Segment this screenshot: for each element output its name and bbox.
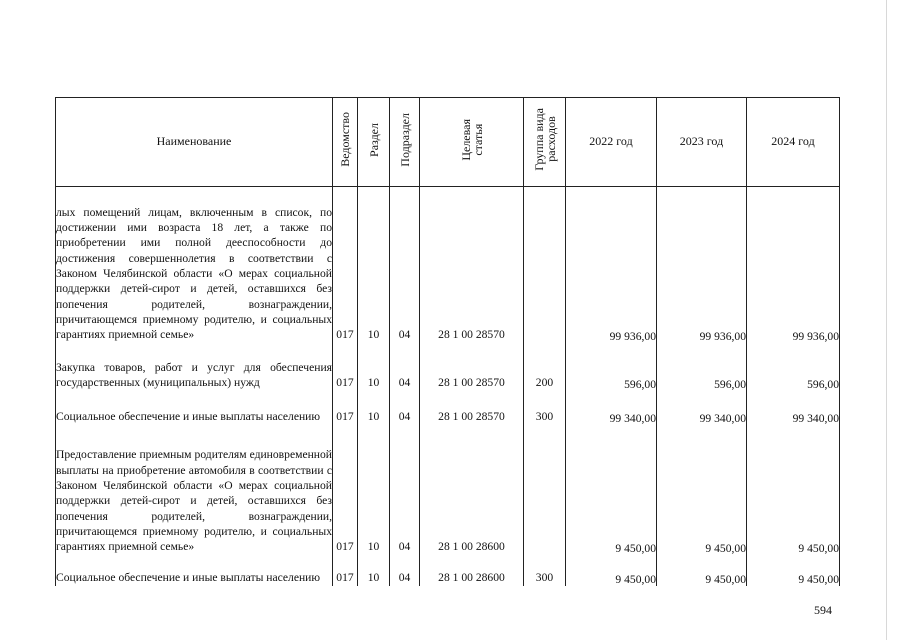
row-target: 28 1 00 28570 <box>420 391 524 425</box>
table-row <box>56 187 840 343</box>
row-subsection: 04 <box>390 555 420 586</box>
row-2022: 99 936,00 <box>566 187 657 343</box>
row-group: 300 <box>524 555 566 586</box>
row-2023: 99 936,00 <box>657 187 747 343</box>
row-target: 28 1 00 28600 <box>420 425 524 555</box>
row-2024: 9 450,00 <box>747 555 840 586</box>
row-group <box>524 425 566 555</box>
header-dept: Ведомство <box>333 98 358 187</box>
row-2023: 9 450,00 <box>657 425 747 555</box>
row-dept: 017 <box>333 187 358 343</box>
row-2022: 9 450,00 <box>566 425 657 555</box>
row-section: 10 <box>358 391 390 425</box>
table-row <box>56 343 840 391</box>
row-name: Закупка товаров, работ и услуг для обеспечения государственных (муниципальных) нужд <box>56 343 333 391</box>
row-section: 10 <box>358 425 390 555</box>
row-dept: 017 <box>333 343 358 391</box>
header-name: Наименование <box>56 98 333 187</box>
row-name: Предоставление приемным родителям единовременной выплаты на приобретение автомобиля в соответствии с Законом Челябинской области «О мерах социальной поддержки детей-сирот и детей, оставшихся без попечения родителей, вознаграждении, причитающемся приемному родителю, и социальных гарантиях приемной семье» <box>56 425 333 555</box>
row-group: 300 <box>524 391 566 425</box>
table-row <box>56 555 840 586</box>
row-2022: 99 340,00 <box>566 391 657 425</box>
row-2023: 9 450,00 <box>657 555 747 586</box>
row-subsection: 04 <box>390 391 420 425</box>
header-group: Группа вида расходов <box>524 98 566 187</box>
budget-table <box>55 97 840 586</box>
row-2024: 99 340,00 <box>747 391 840 425</box>
row-section: 10 <box>358 343 390 391</box>
row-section: 10 <box>358 187 390 343</box>
row-dept: 017 <box>333 391 358 425</box>
page-number: 594 <box>814 603 832 617</box>
row-target: 28 1 00 28570 <box>420 343 524 391</box>
row-2022: 596,00 <box>566 343 657 391</box>
row-name: лых помещений лицам, включенным в список, по достижении ими возраста 18 лет, а также по приобретении ими полной дееспособности до достижения совершеннолетия в соответствии с Законом Челябинской области «О мерах социальной поддержки детей-сирот и детей, оставшихся без попечения родителей, вознаграждении, причитающемся приемному родителю, и социальных гарантиях приемной семье» <box>56 187 333 343</box>
header-2023: 2023 год <box>657 98 747 187</box>
header-row <box>56 98 840 187</box>
header-section: Раздел <box>358 98 390 187</box>
row-2024: 596,00 <box>747 343 840 391</box>
row-2023: 596,00 <box>657 343 747 391</box>
scan-edge-line <box>886 0 887 640</box>
row-2024: 99 936,00 <box>747 187 840 343</box>
row-dept: 017 <box>333 425 358 555</box>
row-group <box>524 187 566 343</box>
table-row <box>56 391 840 425</box>
row-dept: 017 <box>333 555 358 586</box>
row-name: Социальное обеспечение и иные выплаты населению <box>56 555 333 586</box>
row-subsection: 04 <box>390 425 420 555</box>
row-2024: 9 450,00 <box>747 425 840 555</box>
row-section: 10 <box>358 555 390 586</box>
row-2022: 9 450,00 <box>566 555 657 586</box>
row-target: 28 1 00 28570 <box>420 187 524 343</box>
row-2023: 99 340,00 <box>657 391 747 425</box>
row-subsection: 04 <box>390 187 420 343</box>
row-target: 28 1 00 28600 <box>420 555 524 586</box>
row-group: 200 <box>524 343 566 391</box>
header-subsection: Подраздел <box>390 98 420 187</box>
row-name: Социальное обеспечение и иные выплаты населению <box>56 391 333 425</box>
header-target: Целевая статья <box>420 98 524 187</box>
row-subsection: 04 <box>390 343 420 391</box>
table-row <box>56 425 840 555</box>
header-2022: 2022 год <box>566 98 657 187</box>
header-2024: 2024 год <box>747 98 840 187</box>
